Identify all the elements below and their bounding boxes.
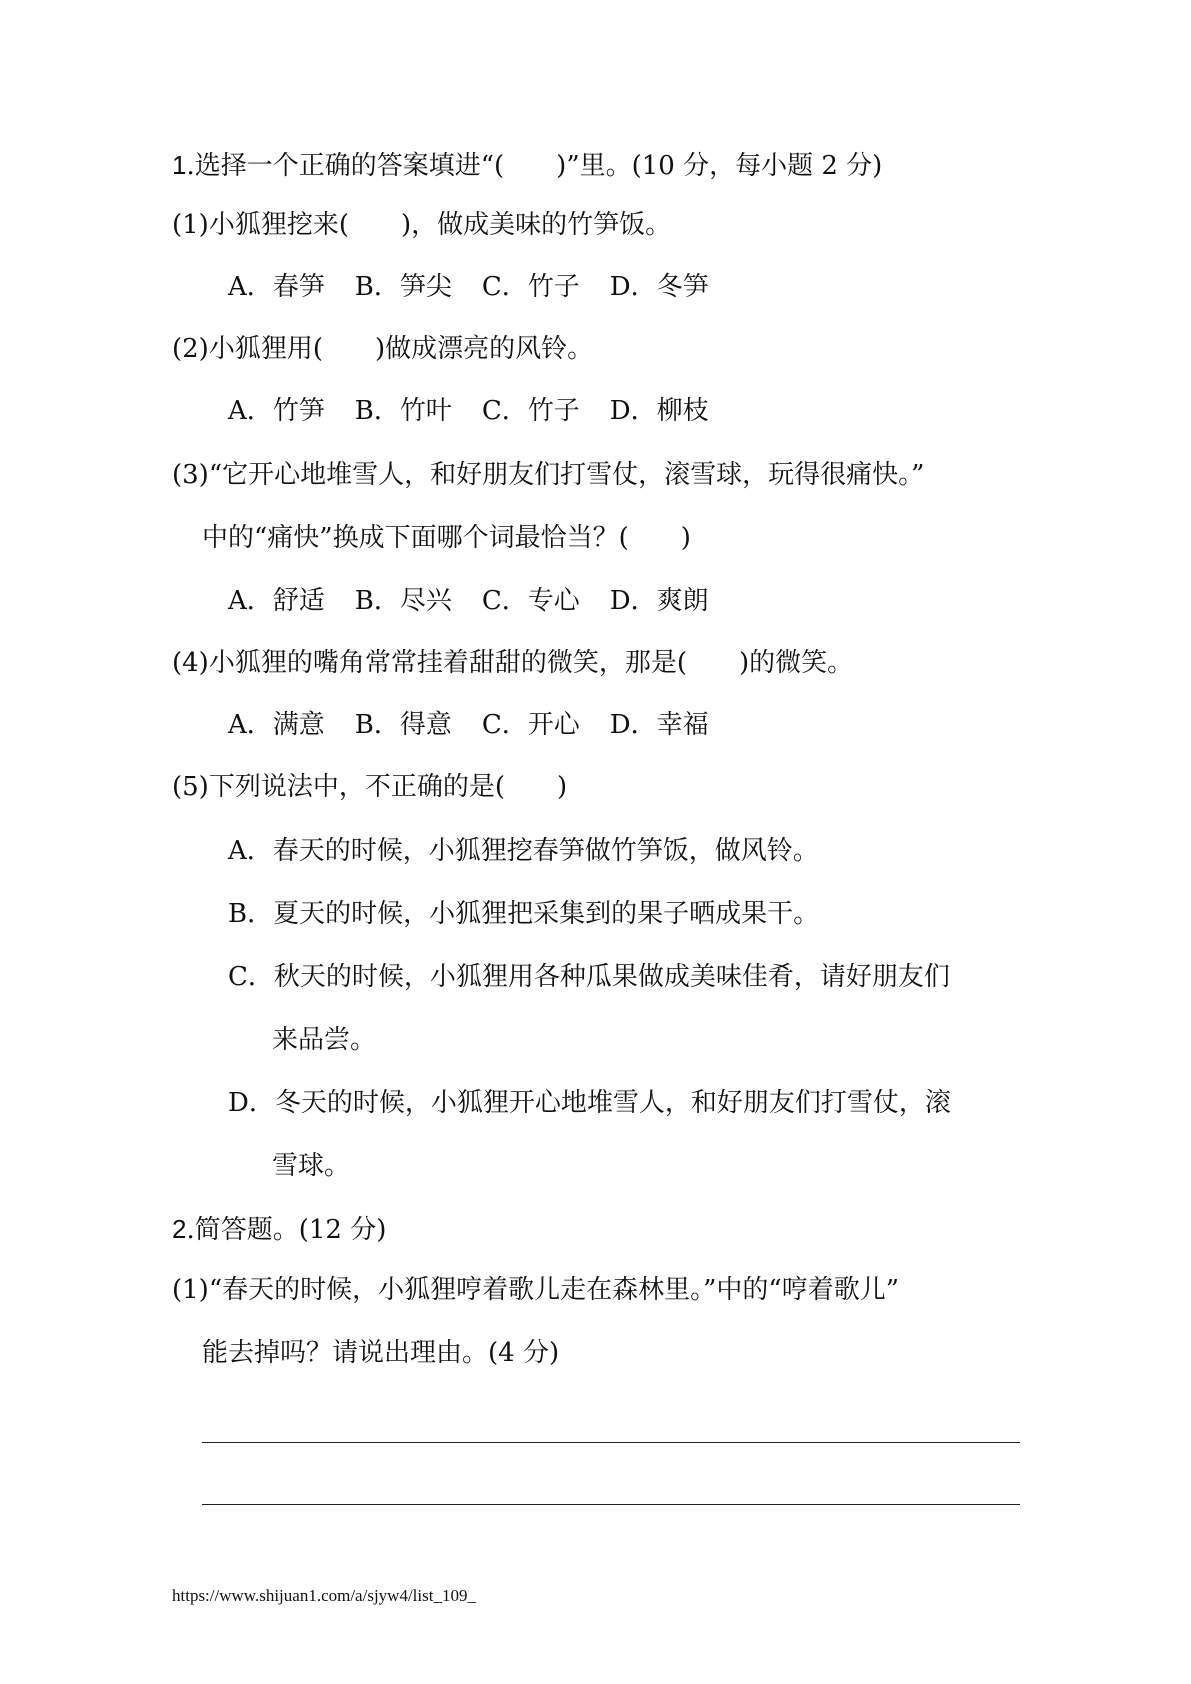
q1-sub3-prompt: (3)“它开心地堆雪人，和好朋友们打雪仗，滚雪球，玩得很痛快。” bbox=[172, 460, 925, 490]
answer-line-1[interactable] bbox=[202, 1442, 1020, 1443]
option-c: C．专心 bbox=[481, 586, 580, 616]
q2-sub1-prompt: (1)“春天的时候，小狐狸哼着歌儿走在森林里。”中的“哼着歌儿” bbox=[172, 1275, 899, 1305]
q2-heading-text: .简答题。(12 分) bbox=[186, 1215, 387, 1245]
q1-sub2-options bbox=[228, 394, 709, 428]
q2-sub1-prompt-cont: 能去掉吗？请说出理由。(4 分) bbox=[202, 1338, 560, 1368]
q1-sub5-option-c-cont: 来品尝。 bbox=[272, 1025, 377, 1055]
q1-sub5-option-b: B．夏天的时候，小狐狸把采集到的果子晒成果干。 bbox=[228, 899, 820, 929]
q1-sub2-prompt: (2)小狐狸用( )做成漂亮的风铃。 bbox=[172, 334, 594, 364]
option-a: A．满意 bbox=[228, 710, 325, 740]
answer-line-2[interactable] bbox=[202, 1504, 1020, 1505]
q1-sub4-prompt: (4)小狐狸的嘴角常常挂着甜甜的微笑，那是( )的微笑。 bbox=[172, 648, 854, 678]
option-b: B．笋尖 bbox=[354, 272, 452, 302]
q1-sub5-option-d: D．冬天的时候，小狐狸开心地堆雪人，和好朋友们打雪仗，滚 bbox=[228, 1088, 951, 1118]
q1-sub3-prompt-cont: 中的“痛快”换成下面哪个词最恰当？( ) bbox=[202, 523, 691, 553]
q1-sub5-option-d-cont: 雪球。 bbox=[272, 1151, 351, 1181]
footer-url: https://www.shijuan1.com/a/sjyw4/list_109_ bbox=[172, 1586, 476, 1605]
q1-sub4-options bbox=[228, 708, 709, 742]
option-a: A．竹笋 bbox=[228, 396, 325, 426]
q1-heading-text: .选择一个正确的答案填进“( )”里。(10 分，每小题 2 分) bbox=[186, 151, 883, 181]
q1-sub5-option-c: C．秋天的时候，小狐狸用各种瓜果做成美味佳肴，请好朋友们 bbox=[228, 962, 950, 992]
q1-number: 1 bbox=[172, 150, 187, 180]
option-c: C．开心 bbox=[481, 710, 580, 740]
q1-sub3-options bbox=[228, 584, 709, 618]
q2-heading bbox=[172, 1212, 386, 1247]
q1-heading bbox=[172, 148, 882, 183]
option-d: D．柳枝 bbox=[609, 396, 709, 426]
option-b: B．竹叶 bbox=[354, 396, 452, 426]
option-c: C．竹子 bbox=[481, 272, 580, 302]
option-d: D．冬笋 bbox=[609, 272, 709, 302]
q1-sub5-prompt: (5)下列说法中，不正确的是( ) bbox=[172, 772, 568, 802]
option-d: D．爽朗 bbox=[609, 586, 709, 616]
option-b: B．尽兴 bbox=[354, 586, 452, 616]
q1-sub1-options bbox=[228, 270, 709, 304]
option-a: A．舒适 bbox=[228, 586, 325, 616]
q2-number: 2 bbox=[172, 1214, 187, 1244]
option-a: A．春笋 bbox=[228, 272, 325, 302]
option-c: C．竹子 bbox=[481, 396, 580, 426]
q1-sub5-option-a: A．春天的时候，小狐狸挖春笋做竹笋饭，做风铃。 bbox=[228, 836, 819, 866]
option-b: B．得意 bbox=[354, 710, 452, 740]
option-d: D．幸福 bbox=[609, 710, 709, 740]
q1-sub1-prompt: (1)小狐狸挖来( )，做成美味的竹笋饭。 bbox=[172, 210, 672, 240]
